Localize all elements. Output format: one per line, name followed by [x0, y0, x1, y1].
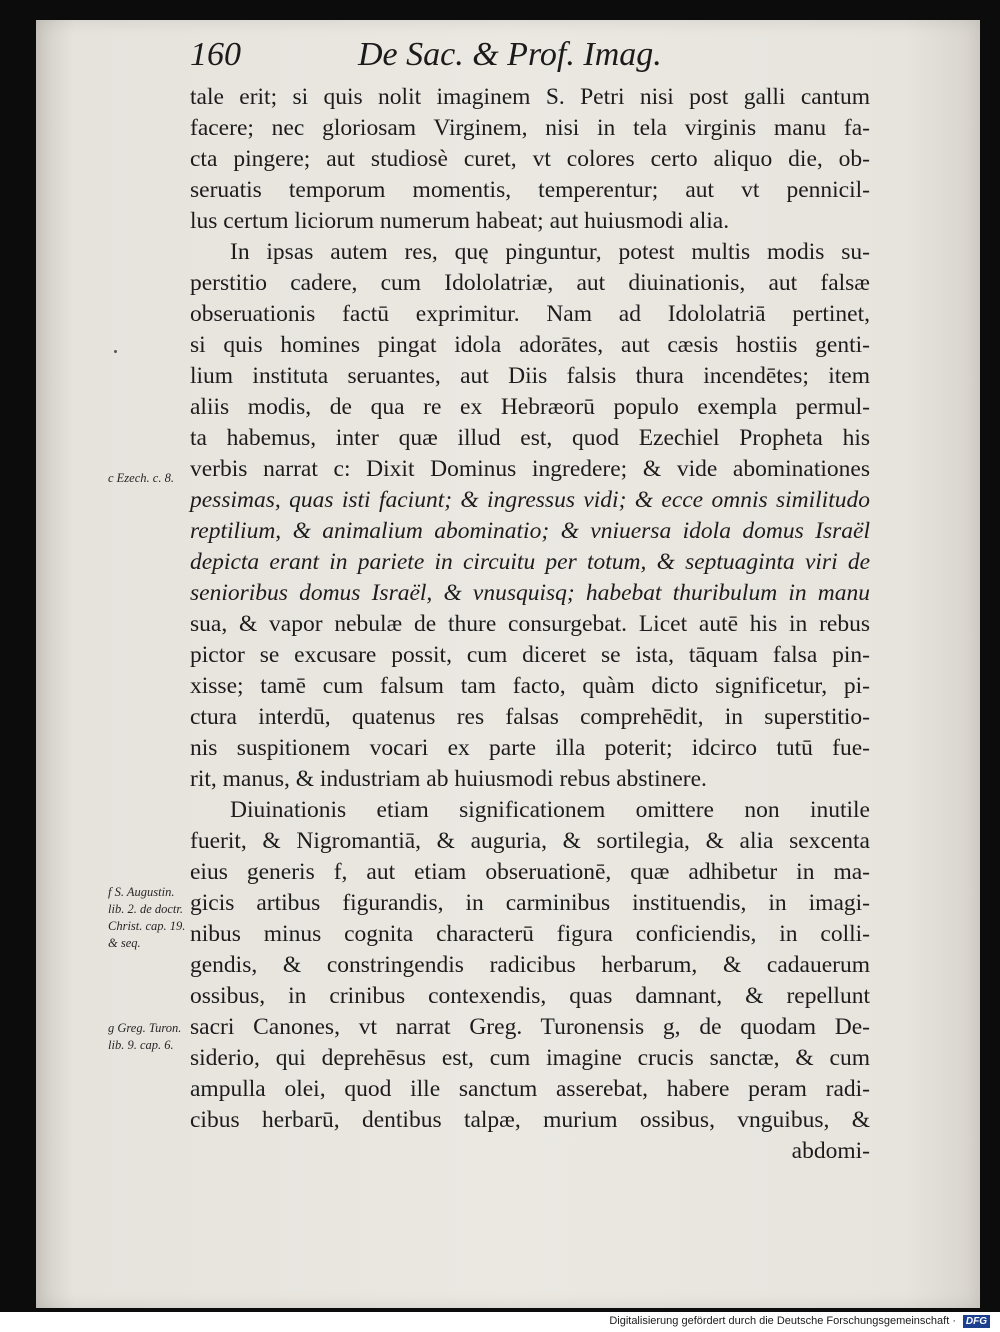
margin-note-line: & seq.: [108, 936, 141, 950]
text-line: gendis, & constringendis radicibus herbarum, & cadauerum: [190, 952, 870, 978]
text-line: cibus herbarū, dentibus talpæ, murium ossibus, vnguibus, &: [190, 1107, 870, 1133]
page-number: 160: [190, 36, 241, 73]
text-line: nibus minus cognita characterū figura conficiendis, in colli-: [190, 921, 870, 947]
text-line: tale erit; si quis nolit imaginem S. Petri nisi post galli cantum: [190, 84, 870, 110]
text-line: depicta erant in pariete in circuitu per totum, & septuaginta viri de: [190, 549, 870, 575]
dfg-logo: DFG: [963, 1315, 990, 1328]
text-line: ctura interdū, quatenus res falsas comprehēdit, in superstitio-: [190, 704, 870, 730]
margin-note-line: lib. 9. cap. 6.: [108, 1038, 174, 1052]
text-line: verbis narrat c: Dixit Dominus ingredere; & vide abominationes: [190, 456, 870, 482]
margin-note-f: [108, 884, 185, 952]
margin-dot-mark: [114, 350, 117, 353]
margin-note-g: [108, 1020, 181, 1054]
catchword: abdomi-: [791, 1138, 870, 1164]
text-line: Diuinationis etiam significationem omittere non inutile: [230, 797, 870, 823]
text-line: ampulla olei, quod ille sanctum asserebat, habere peram radi-: [190, 1076, 870, 1102]
margin-note-line: f S. Augustin.: [108, 885, 175, 899]
body-text: [190, 82, 870, 1167]
text-line: pictor se excusare possit, cum diceret se ista, tāquam falsa pin-: [190, 642, 870, 668]
text-line: rit, manus, & industriam ab huiusmodi rebus abstinere.: [190, 766, 707, 792]
text-line: ossibus, in crinibus contexendis, quas damnant, & repellunt: [190, 983, 870, 1009]
margin-note-line: lib. 2. de doctr.: [108, 902, 183, 916]
funding-notice: Digitalisierung gefördert durch die Deutsche Forschungsgemeinschaft ·: [609, 1315, 956, 1327]
text-line: cta pingere; aut studiosè curet, vt colores certo aliquo die, ob-: [190, 146, 870, 172]
running-title: De Sac. & Prof. Imag.: [358, 36, 662, 73]
text-line: reptilium, & animalium abominatio; & vniuersa idola domus Israël: [190, 518, 870, 544]
text-line: siderio, qui deprehēsus est, cum imagine crucis sanctæ, & cum: [190, 1045, 870, 1071]
text-line: seruatis temporum momentis, temperentur; aut vt pennicil-: [190, 177, 870, 203]
margin-note-line: Christ. cap. 19.: [108, 919, 186, 933]
margin-note-line: c Ezech. c. 8.: [108, 471, 174, 485]
margin-note-line: g Greg. Turon.: [108, 1021, 182, 1035]
text-line: In ipsas autem res, quę pinguntur, potest multis modis su-: [230, 239, 870, 265]
text-line: sacri Canones, vt narrat Greg. Turonensis g, de quodam De-: [190, 1014, 870, 1040]
text-line: aliis modis, de qua re ex Hebræorū populo exempla permul-: [190, 394, 870, 420]
text-line: perstitio cadere, cum Idololatriæ, aut diuinationis, aut falsæ: [190, 270, 870, 296]
text-line: gicis artibus figurandis, in carminibus instituendis, in imagi-: [190, 890, 870, 916]
text-line: pessimas, quas isti faciunt; & ingressus vidi; & ecce omnis similitudo: [190, 487, 870, 513]
page-header: [190, 36, 710, 80]
text-line: ta habemus, inter quæ illud est, quod Ezechiel Propheta his: [190, 425, 870, 451]
text-line: obseruationis factū exprimitur. Nam ad Idololatriā pertinet,: [190, 301, 870, 327]
text-line: facere; nec gloriosam Virginem, nisi in tela virginis manu fa-: [190, 115, 870, 141]
text-line: senioribus domus Israël, & vnusquisq; habebat thuribulum in manu: [190, 580, 870, 606]
text-line: sua, & vapor nebulæ de thure consurgebat. Licet autē his in rebus: [190, 611, 870, 637]
text-line: xisse; tamē cum falsum tam facto, quàm dicto significetur, pi-: [190, 673, 870, 699]
text-line: nis suspitionem vocari ex parte illa poterit; idcirco tutū fue-: [190, 735, 870, 761]
text-line: si quis homines pingat idola adorātes, aut cæsis hostiis genti-: [190, 332, 870, 358]
text-line: lus certum liciorum numerum habeat; aut huiusmodi alia.: [190, 208, 730, 234]
margin-note-c: [108, 470, 174, 487]
text-line: lium instituta seruantes, aut Diis falsis thura incendētes; item: [190, 363, 870, 389]
footer-bar: [0, 1312, 1000, 1332]
text-line: eius generis f, aut etiam obseruationē, quæ adhibetur in ma-: [190, 859, 870, 885]
text-line: fuerit, & Nigromantiā, & auguria, & sortilegia, & alia sexcenta: [190, 828, 870, 854]
